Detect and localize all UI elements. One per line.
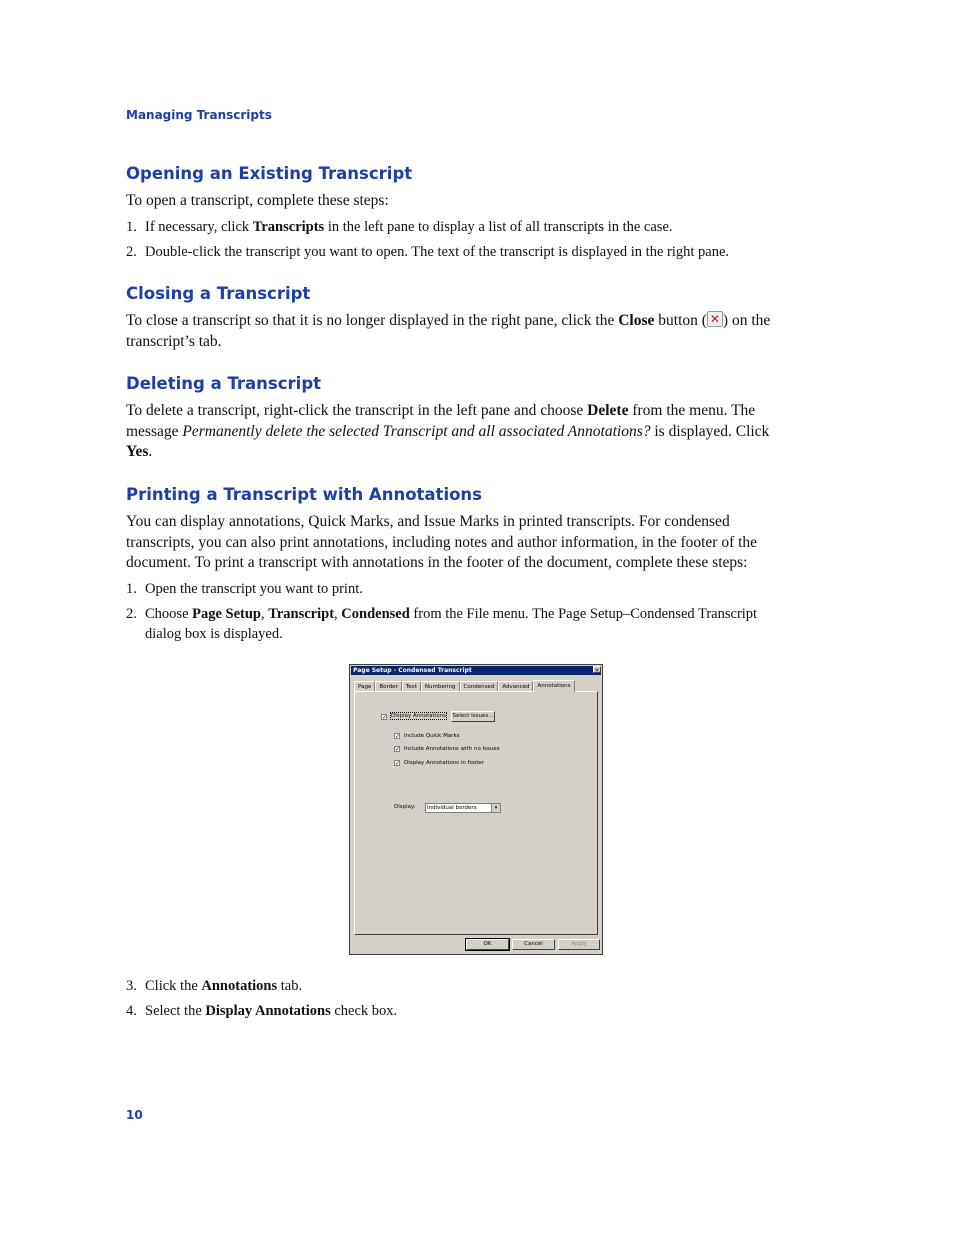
running-header: Managing Transcripts	[126, 108, 272, 122]
step-text: If necessary, click Transcripts in the left pane to display a list of all transcripts in the case.	[145, 219, 673, 235]
display-annotations-label[interactable]: Display Annotations	[391, 713, 447, 719]
apply-button[interactable]: Apply	[558, 939, 600, 950]
heading-printing: Printing a Transcript with Annotations	[126, 485, 482, 504]
heading-closing: Closing a Transcript	[126, 284, 311, 303]
step-number: 4.	[126, 1003, 137, 1019]
dialog-close-icon[interactable]: ×	[594, 667, 600, 674]
tab-border[interactable]: Border	[375, 681, 401, 692]
tab-advanced[interactable]: Advanced	[498, 681, 533, 692]
display-select[interactable]	[425, 803, 501, 813]
tab-text[interactable]: Text	[402, 681, 421, 692]
step-number: 2.	[126, 606, 137, 622]
page-number: 10	[126, 1108, 143, 1122]
page-setup-dialog-screenshot	[349, 664, 603, 955]
step-number: 1.	[126, 581, 137, 597]
ok-button[interactable]: OK	[466, 939, 509, 950]
heading-opening: Opening an Existing Transcript	[126, 164, 413, 183]
step-text: Click the Annotations tab.	[145, 978, 303, 994]
include-quick-marks-checkbox[interactable]: ✓	[395, 733, 401, 740]
display-in-footer-checkbox[interactable]: ✓	[395, 760, 401, 767]
printing-paragraph: You can display annotations, Quick Marks, and Issue Marks in printed transcripts. For condensed transcripts, you can also print annotations, including notes and author information, in the footer of the document. To print a transcript with annotations in the footer of the document, complete these steps:	[126, 513, 758, 571]
include-no-issues-label[interactable]: Include Annotations with no Issues	[404, 746, 500, 752]
heading-deleting: Deleting a Transcript	[126, 374, 322, 393]
include-no-issues-checkbox[interactable]: ✓	[395, 746, 401, 753]
annotations-panel	[354, 691, 598, 935]
step-text: Select the Display Annotations check box.	[145, 1003, 398, 1019]
step-number: 2.	[126, 244, 137, 260]
tab-numbering[interactable]: Numbering	[421, 681, 460, 692]
dialog-tabs	[354, 680, 575, 691]
step-number: 1.	[126, 219, 137, 235]
tab-condensed[interactable]: Condensed	[460, 681, 499, 692]
step-number: 3.	[126, 978, 137, 994]
select-issues-button[interactable]: Select Issues...	[451, 711, 495, 722]
opening-intro: To open a transcript, complete these steps:	[126, 192, 389, 209]
step-text: Choose Page Setup, Transcript, Condensed from the File menu. The Page Setup–Condensed Transcript dialog box is displayed.	[145, 606, 758, 642]
chevron-down-icon[interactable]: ▾	[491, 804, 500, 812]
include-quick-marks-label[interactable]: Include Quick Marks	[404, 733, 460, 739]
step-text: Double-click the transcript you want to open. The text of the transcript is displayed in the right pane.	[145, 244, 730, 260]
tab-annotations[interactable]: Annotations	[533, 680, 574, 692]
cancel-button[interactable]: Cancel	[512, 939, 555, 950]
close-icon: ✕	[707, 311, 723, 327]
display-label: Display:	[394, 804, 416, 810]
closing-paragraph: To close a transcript so that it is no longer displayed in the right pane, click the Close button ( ✕ ) on the transcript’s tab.	[126, 312, 771, 350]
display-in-footer-label[interactable]: Display Annotations in footer	[404, 760, 485, 766]
tab-page[interactable]: Page	[354, 681, 375, 692]
display-select-value: Individual borders	[427, 805, 477, 811]
step-text: Open the transcript you want to print.	[145, 581, 363, 597]
dialog-title: Page Setup - Condensed Transcript	[351, 666, 601, 675]
display-annotations-checkbox[interactable]: ✓	[382, 714, 388, 721]
deleting-paragraph: To delete a transcript, right-click the transcript in the left pane and choose Delete from the menu. The message Permanently delete the selected Transcript and all associated Annotations? is displayed. Click Yes.	[126, 402, 770, 460]
